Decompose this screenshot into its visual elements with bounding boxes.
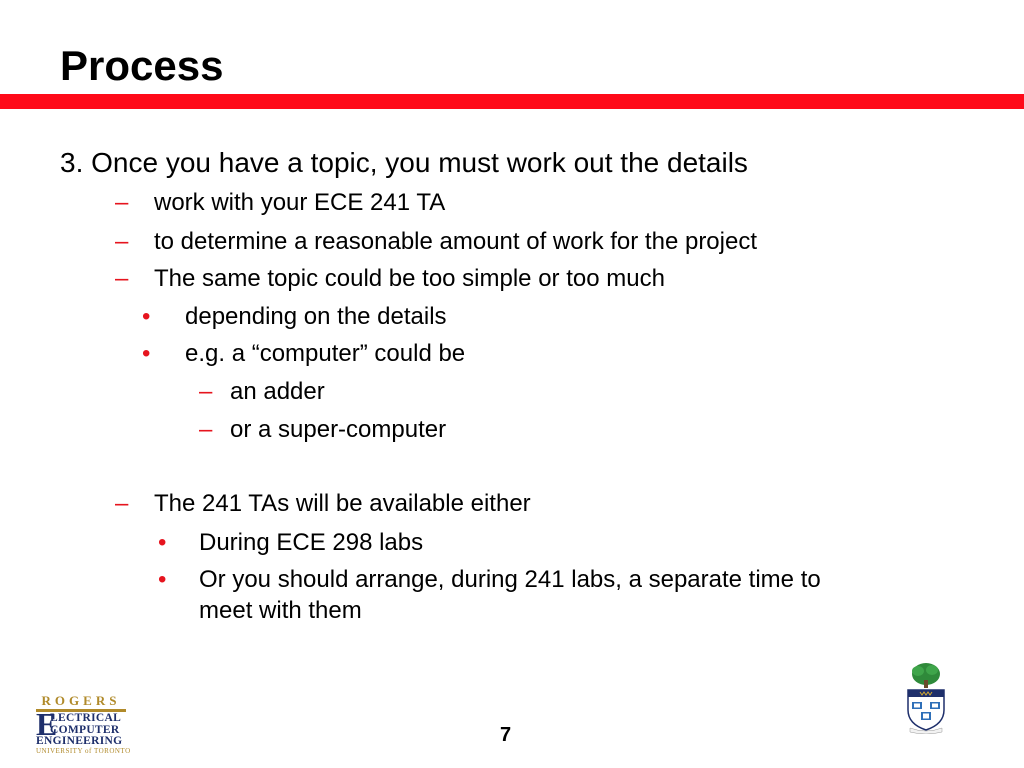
item-text: depending on the details <box>185 303 447 330</box>
slide-title: Process <box>60 42 224 89</box>
item-text: 3. Once you have a topic, you must work out the details <box>60 147 748 178</box>
logo-text-line1: LECTRICAL <box>50 712 122 724</box>
logo-text-line2: COMPUTER <box>50 724 120 736</box>
item-text: Or you should arrange, during 241 labs, a separate time to <box>199 566 821 593</box>
list-item-level1 <box>60 146 748 180</box>
bullet-marker: • <box>142 340 151 367</box>
dash-marker: – <box>115 189 129 216</box>
bullet-marker: • <box>142 303 151 330</box>
logo-letter-e: E <box>36 706 58 742</box>
item-text: During ECE 298 labs <box>199 529 424 556</box>
bullet-marker: • <box>158 566 167 593</box>
bullet-marker: • <box>158 529 167 556</box>
dash-marker: – <box>115 490 129 517</box>
department-logo <box>36 693 131 755</box>
dash-marker: – <box>199 378 213 405</box>
logo-text-line3: ENGINEERING <box>36 735 123 747</box>
item-text: an adder <box>230 378 325 405</box>
item-text: The same topic could be too simple or too much <box>154 265 665 292</box>
logo-text-university: UNIVERSITY of TORONTO <box>36 747 131 755</box>
dash-marker: – <box>115 228 129 255</box>
dash-marker: – <box>115 265 129 292</box>
page-number: 7 <box>500 724 512 746</box>
dash-marker: – <box>199 416 213 443</box>
item-text: work with your ECE 241 TA <box>154 189 446 216</box>
item-text: The 241 TAs will be available either <box>154 490 531 517</box>
item-text: e.g. a “computer” could be <box>185 340 466 367</box>
item-text: or a super-computer <box>230 416 447 443</box>
logo-text-rogers: ROGERS <box>41 693 121 708</box>
university-crest-icon <box>900 662 952 734</box>
title-divider <box>0 94 1024 109</box>
item-text: meet with them <box>199 597 362 624</box>
item-text: to determine a reasonable amount of work for the project <box>154 228 757 255</box>
